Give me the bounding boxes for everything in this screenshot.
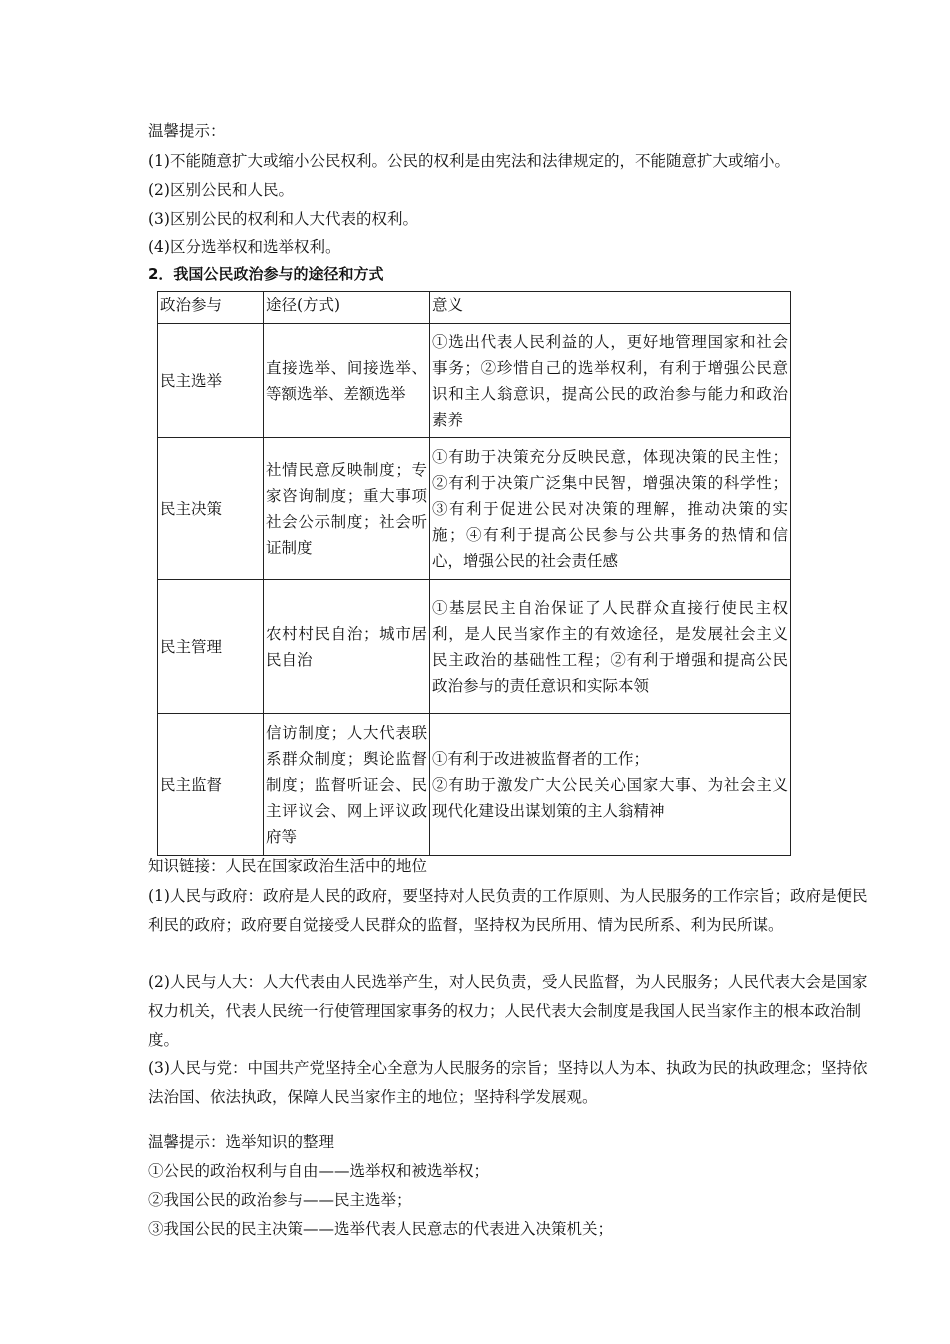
- section-title: 2．我国公民政治参与的途径和方式: [148, 265, 384, 283]
- table-row: [158, 438, 791, 580]
- row-ways-cell: 社情民意反映制度；专家咨询制度；重大事项社会公示制度；社会听证制度: [264, 438, 430, 580]
- row-ways-cell: 农村村民自治；城市居民自治: [264, 580, 430, 714]
- political-participation-table: [157, 291, 791, 856]
- row-meaning-cell: ①选出代表人民利益的人，更好地管理国家和社会事务；②珍惜自己的选举权利，有利于增强公民意识和主人翁意识，提高公民的政治参与能力和政治素养: [430, 324, 791, 438]
- tip-item-1: (1)不能随意扩大或缩小公民权利。公民的权利是由宪法和法律规定的，不能随意扩大或缩小。: [148, 152, 790, 170]
- table-row: [158, 714, 791, 856]
- knowledge-paragraph-1: (1)人民与政府：政府是人民的政府，要坚持对人民负责的工作原则、为人民服务的工作宗旨；政府是便民利民的政府；政府要自觉接受人民群众的监督，坚持权为民所用、情为民所系、利为民所谋。: [148, 887, 868, 934]
- tip-item-2: (2)区别公民和人民。: [148, 181, 294, 199]
- row-type-cell: 民主管理: [158, 580, 264, 714]
- table-row: [158, 580, 791, 714]
- row-type-cell: 民主决策: [158, 438, 264, 580]
- header-cell: 意义: [430, 292, 791, 324]
- knowledge-link-heading: 知识链接：人民在国家政治生活中的地位: [148, 857, 428, 875]
- tips-bottom-item-1: ①公民的政治权利与自由——选举权和被选举权；: [148, 1162, 490, 1180]
- knowledge-paragraph-2: (2)人民与人大：人大代表由人民选举产生，对人民负责，受人民监督，为人民服务；人民代表大会是国家权力机关，代表人民统一行使管理国家事务的权力；人民代表大会制度是我国人民当家作主的根本政治制度。: [148, 973, 868, 1049]
- row-type-cell: 民主监督: [158, 714, 264, 856]
- knowledge-paragraph-3: (3)人民与党：中国共产党坚持全心全意为人民服务的宗旨；坚持以人为本、执政为民的执政理念；坚持依法治国、依法执政，保障人民当家作主的地位；坚持科学发展观。: [148, 1059, 868, 1106]
- tips-bottom-item-3: ③我国公民的民主决策——选举代表人民意志的代表进入决策机关；: [148, 1220, 614, 1238]
- row-meaning-cell: ①有助于决策充分反映民意，体现决策的民主性；②有利于决策广泛集中民智，增强决策的科学性；③有利于促进公民对决策的理解，推动决策的实施；④有利于提高公民参与公共事务的热情和信心，增强公民的社会责任感: [430, 438, 791, 580]
- tip-item-4: (4)区分选举权和选举权利。: [148, 238, 341, 256]
- row-ways-cell: 信访制度；人大代表联系群众制度；舆论监督制度；监督听证会、民主评议会、网上评议政府等: [264, 714, 430, 856]
- row-meaning-cell: ①有利于改进被监督者的工作； ②有助于激发广大公民关心国家大事、为社会主义现代化建设出谋划策的主人翁精神: [430, 714, 791, 856]
- header-cell: 途径(方式): [264, 292, 430, 324]
- table-row: [158, 324, 791, 438]
- tips-bottom-item-2: ②我国公民的政治参与——民主选举；: [148, 1191, 412, 1209]
- tips-heading: 温馨提示：: [148, 122, 226, 140]
- row-type-cell: 民主选举: [158, 324, 264, 438]
- header-cell: 政治参与: [158, 292, 264, 324]
- table-header-row: [158, 292, 791, 324]
- tip-item-3: (3)区别公民的权利和人大代表的权利。: [148, 210, 418, 228]
- row-ways-cell: 直接选举、间接选举、等额选举、差额选举: [264, 324, 430, 438]
- row-meaning-cell: ①基层民主自治保证了人民群众直接行使民主权利，是人民当家作主的有效途径，是发展社会主义民主政治的基础性工程；②有利于增强和提高公民政治参与的责任意识和实际本领: [430, 580, 791, 714]
- tips-bottom-heading: 温馨提示：选举知识的整理: [148, 1133, 335, 1151]
